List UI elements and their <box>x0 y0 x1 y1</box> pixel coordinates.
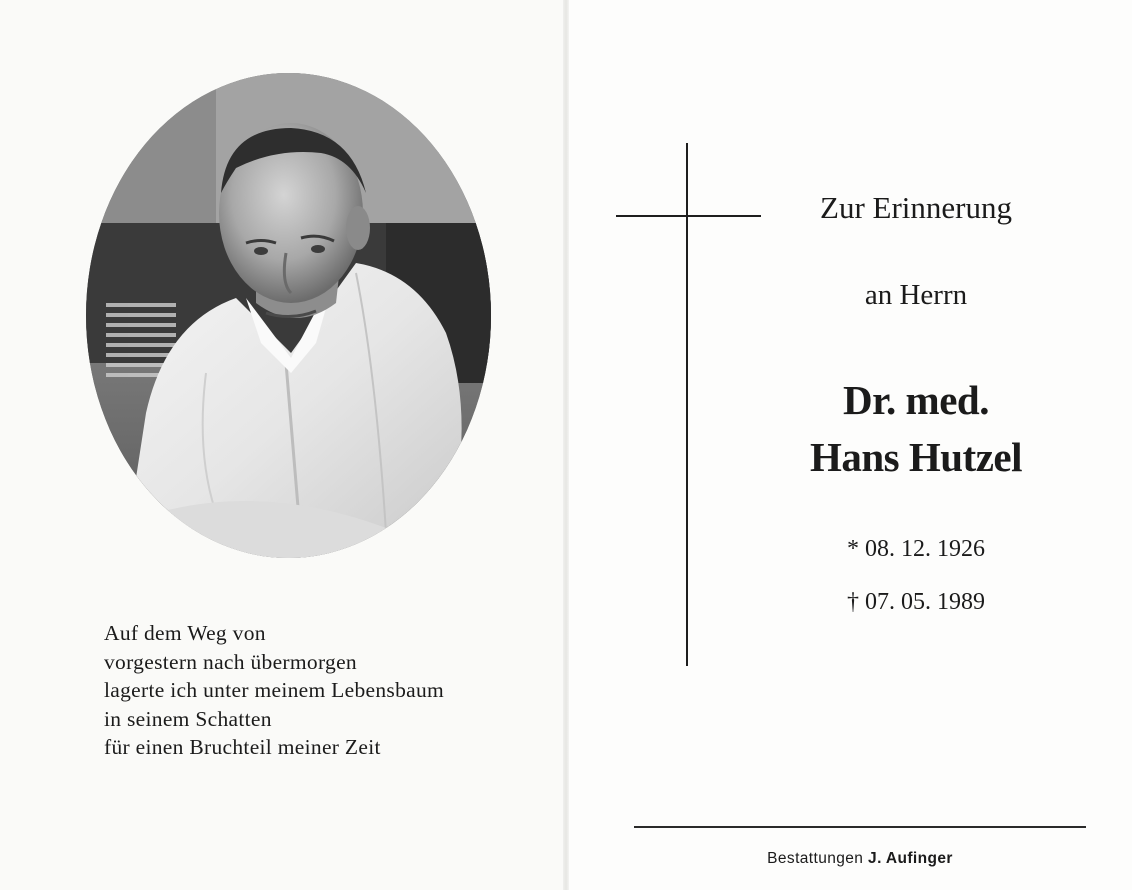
poem-line: vorgestern nach übermorgen <box>104 649 357 674</box>
footer-divider <box>634 826 1086 828</box>
memorial-poem <box>104 619 444 762</box>
deceased-name: Hans Hutzel <box>809 434 1023 480</box>
birth-date: * 08. 12. 1926 <box>847 536 985 562</box>
deceased-title: Dr. med. <box>843 377 989 423</box>
portrait-photo <box>86 73 491 558</box>
undertaker-footer <box>634 850 1086 868</box>
card-fold <box>563 0 569 890</box>
death-date: † 07. 05. 1989 <box>847 589 985 615</box>
poem-line: Auf dem Weg von <box>104 621 266 645</box>
salutation: an Herrn <box>864 279 968 311</box>
poem-line: in seinem Schatten <box>104 706 272 731</box>
poem-line: für einen Bruchteil meiner Zeit <box>104 735 381 759</box>
footer-prefix: Bestattungen <box>767 850 864 867</box>
greeting: Zur Erinnerung <box>820 190 1012 225</box>
cross-icon <box>686 143 688 666</box>
poem-line: lagerte ich unter meinem Lebensbaum <box>104 678 445 702</box>
footer-firm: J. Aufinger <box>868 850 953 867</box>
cross-icon-beam <box>616 215 761 217</box>
